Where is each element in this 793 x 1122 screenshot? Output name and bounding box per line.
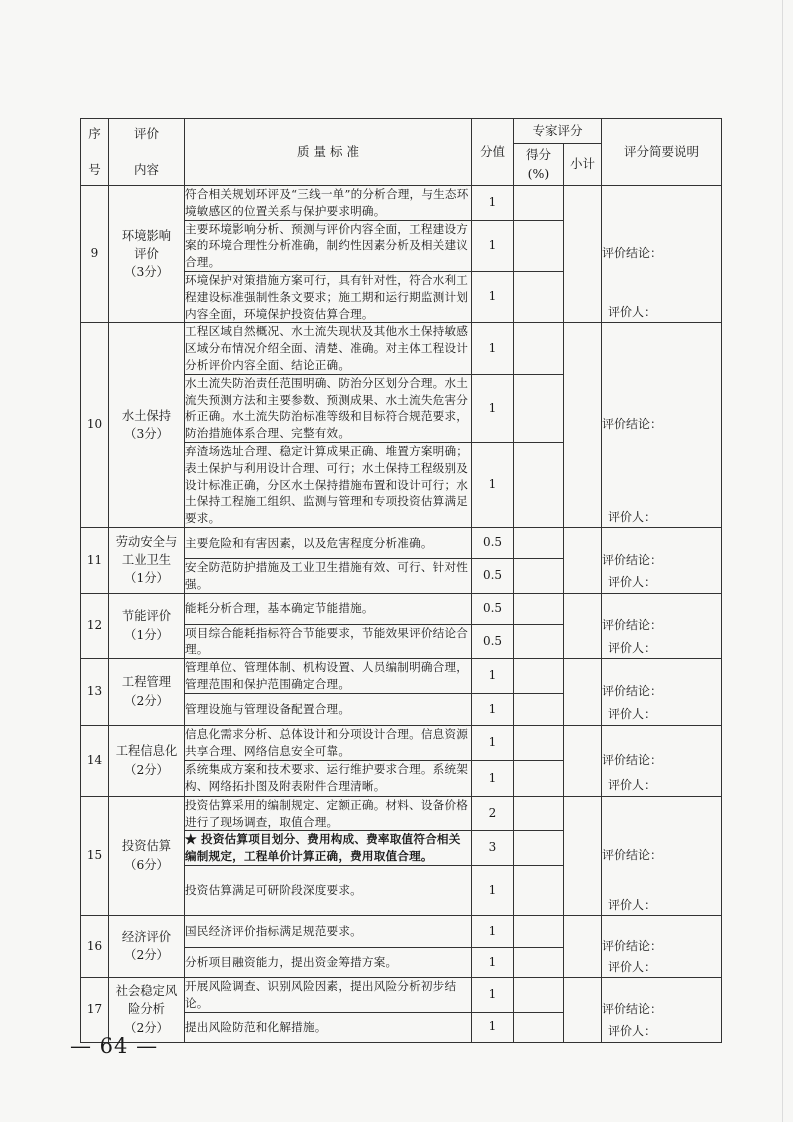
- standard-cell: 弃渣场选址合理、稳定计算成果正确、堆置方案明确；表土保护与利用设计合理、可行；水土保持工程级别及设计标准正确，分区水土保持措施布置和设计可行；水土保持工程施工组织、监测与管理和专项投资估算满足要求。: [185, 442, 472, 527]
- got-score-input-cell[interactable]: [514, 442, 564, 527]
- table-row: [81, 323, 722, 374]
- subtotal-input-cell[interactable]: [564, 915, 602, 977]
- score-value-cell: 1: [472, 220, 514, 271]
- remark-evaluator-label: 评价人：: [608, 1024, 657, 1039]
- got-score-input-cell[interactable]: [514, 1012, 564, 1042]
- got-score-input-cell[interactable]: [514, 977, 564, 1012]
- content-cell: [109, 527, 185, 593]
- evaluation-table: [80, 118, 722, 1043]
- seq-cell: 16: [81, 915, 109, 977]
- standard-cell: 管理单位、管理体制、机构设置、人员编制明确合理，管理范围和保护范围确定合理。: [185, 659, 472, 694]
- remark-conclusion-label: 评价结论：: [602, 848, 663, 863]
- content-line: 工程信息化: [115, 744, 178, 759]
- header-expert-score: 专家评分: [514, 119, 602, 144]
- content-cell: [109, 725, 185, 796]
- header-subtotal: 小计: [564, 144, 602, 186]
- remark-conclusion-label: 评价结论：: [602, 753, 663, 768]
- standard-cell: ★ 投资估算项目划分、费用构成、费率取值符合相关编制规定，工程单价计算正确，费用取值合理。: [185, 831, 472, 866]
- content-cell: [109, 593, 185, 659]
- seq-cell: 15: [81, 796, 109, 915]
- content-line: 经济评价: [121, 929, 172, 944]
- table-row: [81, 593, 722, 624]
- standard-cell: 符合相关规划环评及“三线一单”的分析合理，与生态环境敏感区的位置关系与保护要求明确。: [185, 186, 472, 221]
- table-row: [81, 527, 722, 558]
- content-cell: [109, 796, 185, 915]
- content-line: 节能评价: [121, 609, 172, 624]
- standard-cell: 信息化需求分析、总体设计和分项设计合理。信息资源共享合理、网络信息安全可靠。: [185, 725, 472, 760]
- standard-cell: 环境保护对策措施方案可行，具有针对性，符合水利工程建设标准强制性条文要求；施工期和运行期监测计划内容全面，环境保护投资估算合理。: [185, 271, 472, 322]
- seq-cell: 14: [81, 725, 109, 796]
- content-line: （2分）: [124, 948, 169, 963]
- remark-cell[interactable]: [602, 527, 722, 593]
- remark-cell[interactable]: [602, 323, 722, 528]
- content-line: 评价: [134, 246, 159, 261]
- standard-cell: 安全防范防护措施及工业卫生措施有效、可行、针对性强。: [185, 558, 472, 593]
- score-value-cell: 1: [472, 659, 514, 694]
- seq-cell: 11: [81, 527, 109, 593]
- standard-cell: 国民经济评价指标满足规范要求。: [185, 915, 472, 947]
- score-value-cell: 1: [472, 442, 514, 527]
- score-value-cell: 0.5: [472, 558, 514, 593]
- score-value-cell: 1: [472, 323, 514, 374]
- standard-cell: 提出风险防范和化解措施。: [185, 1012, 472, 1042]
- content-line: 水土保持: [121, 408, 172, 423]
- got-score-input-cell[interactable]: [514, 947, 564, 977]
- table-row: [81, 915, 722, 947]
- standard-cell: 主要危险和有害因素，以及危害程度分析准确。: [185, 527, 472, 558]
- header-score-value: 分值: [472, 119, 514, 186]
- score-value-cell: 0.5: [472, 527, 514, 558]
- remark-evaluator-label: 评价人：: [608, 304, 657, 319]
- score-value-cell: 1: [472, 947, 514, 977]
- remark-cell[interactable]: [602, 977, 722, 1042]
- remark-evaluator-label: 评价人：: [608, 509, 657, 524]
- standard-cell: 投资估算采用的编制规定、定额正确。材料、设备价格进行了现场调查，取值合理。: [185, 796, 472, 831]
- score-value-cell: 2: [472, 796, 514, 831]
- remark-conclusion-label: 评价结论：: [602, 938, 663, 953]
- remark-evaluator-label: 评价人：: [608, 897, 657, 912]
- content-cell: [109, 659, 185, 726]
- page-number: — 64 —: [70, 1034, 159, 1058]
- subtotal-input-cell[interactable]: [564, 977, 602, 1042]
- remark-conclusion-label: 评价结论：: [602, 618, 663, 633]
- subtotal-input-cell[interactable]: [564, 323, 602, 528]
- standard-cell: 管理设施与管理设备配置合理。: [185, 693, 472, 725]
- score-value-cell: 1: [472, 186, 514, 221]
- got-score-input-cell[interactable]: [514, 659, 564, 694]
- got-score-input-cell[interactable]: [514, 693, 564, 725]
- remark-evaluator-label: 评价人：: [608, 575, 657, 590]
- remark-cell[interactable]: [602, 915, 722, 977]
- content-cell: [109, 323, 185, 528]
- content-line: 劳动安全与: [115, 534, 178, 549]
- got-score-input-cell[interactable]: [514, 725, 564, 760]
- subtotal-input-cell[interactable]: [564, 186, 602, 323]
- seq-cell: 9: [81, 186, 109, 323]
- header-content: 评价 内容: [109, 119, 185, 186]
- table-row: [81, 186, 722, 221]
- remark-conclusion-label: 评价结论：: [602, 552, 663, 567]
- standard-cell: 水土流失防治责任范围明确、防治分区划分合理。水土流失预测方法和主要参数、预测成果、水土流失危害分析正确。水土流失防治标准等级和目标符合规范要求，防治措施体系合理、完整有效。: [185, 374, 472, 442]
- remark-cell[interactable]: [602, 725, 722, 796]
- score-value-cell: 1: [472, 977, 514, 1012]
- content-cell: [109, 915, 185, 977]
- standard-cell: 系统集成方案和技术要求、运行维护要求合理。系统架构、网络拓扑图及附表附件合理清晰。: [185, 760, 472, 796]
- standard-cell: 能耗分析合理，基本确定节能措施。: [185, 593, 472, 624]
- got-score-input-cell[interactable]: [514, 271, 564, 322]
- score-value-cell: 1: [472, 915, 514, 947]
- got-score-input-cell[interactable]: [514, 624, 564, 659]
- got-score-input-cell[interactable]: [514, 593, 564, 624]
- remark-cell[interactable]: [602, 186, 722, 323]
- content-line: 环境影响: [121, 228, 172, 243]
- content-line: （2分）: [124, 762, 169, 777]
- content-line: （3分）: [124, 265, 169, 280]
- standard-cell: 主要环境影响分析、预测与评价内容全面，工程建设方案的环境合理性分析准确，制约性因素分析及相关建议合理。: [185, 220, 472, 271]
- content-cell: [109, 186, 185, 323]
- subtotal-input-cell[interactable]: [564, 593, 602, 659]
- score-value-cell: 1: [472, 374, 514, 442]
- score-value-cell: 1: [472, 271, 514, 322]
- header-got: 得分 (%): [514, 144, 564, 186]
- remark-evaluator-label: 评价人：: [608, 707, 657, 722]
- header-remark: 评分简要说明: [602, 119, 722, 186]
- seq-cell: 17: [81, 977, 109, 1042]
- content-cell: [109, 977, 185, 1042]
- got-score-input-cell[interactable]: [514, 186, 564, 221]
- remark-cell[interactable]: [602, 593, 722, 659]
- got-score-input-cell[interactable]: [514, 831, 564, 866]
- remark-cell[interactable]: [602, 659, 722, 726]
- seq-cell: 10: [81, 323, 109, 528]
- page-edge: [782, 0, 783, 1122]
- got-score-input-cell[interactable]: [514, 558, 564, 593]
- got-score-input-cell[interactable]: [514, 865, 564, 915]
- header-standard: 质 量 标 准: [185, 119, 472, 186]
- got-score-input-cell[interactable]: [514, 220, 564, 271]
- score-value-cell: 1: [472, 1012, 514, 1042]
- content-line: 投资估算: [121, 839, 172, 854]
- got-score-input-cell[interactable]: [514, 527, 564, 558]
- got-score-input-cell[interactable]: [514, 374, 564, 442]
- standard-cell: 项目综合能耗指标符合节能要求，节能效果评价结论合理。: [185, 624, 472, 659]
- remark-conclusion-label: 评价结论：: [602, 1002, 663, 1016]
- score-value-cell: 1: [472, 693, 514, 725]
- remark-conclusion-label: 评价结论：: [602, 417, 663, 432]
- remark-evaluator-label: 评价人：: [608, 778, 657, 793]
- seq-cell: 13: [81, 659, 109, 726]
- table-row: [81, 977, 722, 1012]
- table-row: [81, 659, 722, 694]
- content-line: （2分）: [124, 1020, 169, 1035]
- subtotal-input-cell[interactable]: [564, 725, 602, 796]
- standard-cell: 投资估算满足可研阶段深度要求。: [185, 865, 472, 915]
- score-value-cell: 1: [472, 865, 514, 915]
- content-line: 工程管理: [121, 675, 172, 690]
- content-line: 社会稳定风: [115, 984, 178, 999]
- content-line: （2分）: [124, 693, 169, 708]
- subtotal-input-cell[interactable]: [564, 527, 602, 593]
- remark-cell[interactable]: [602, 796, 722, 915]
- content-line: （3分）: [124, 427, 169, 442]
- seq-cell: 12: [81, 593, 109, 659]
- score-value-cell: 1: [472, 760, 514, 796]
- remark-conclusion-label: 评价结论：: [602, 246, 663, 261]
- standard-cell: 工程区域自然概况、水土流失现状及其他水土保持敏感区域分布情况介绍全面、清楚、准确。对主体工程设计分析评价内容全面、结论正确。: [185, 323, 472, 374]
- score-value-cell: 0.5: [472, 624, 514, 659]
- score-value-cell: 1: [472, 725, 514, 760]
- standard-cell: 分析项目融资能力，提出资金筹措方案。: [185, 947, 472, 977]
- content-line: 工业卫生: [121, 553, 172, 568]
- table-row: [81, 796, 722, 831]
- content-line: （6分）: [124, 857, 169, 872]
- got-score-input-cell[interactable]: [514, 796, 564, 831]
- got-score-input-cell[interactable]: [514, 915, 564, 947]
- header-seq: 序 号: [81, 119, 109, 186]
- got-score-input-cell[interactable]: [514, 323, 564, 374]
- standard-cell: 开展风险调查、识别风险因素，提出风险分析初步结论。: [185, 977, 472, 1012]
- table-row: [81, 725, 722, 760]
- remark-evaluator-label: 评价人：: [608, 640, 657, 655]
- got-score-input-cell[interactable]: [514, 760, 564, 796]
- subtotal-input-cell[interactable]: [564, 659, 602, 726]
- content-line: （1分）: [124, 571, 169, 586]
- remark-evaluator-label: 评价人：: [608, 959, 657, 974]
- content-line: 险分析: [128, 1002, 165, 1017]
- remark-conclusion-label: 评价结论：: [602, 684, 663, 699]
- score-value-cell: 0.5: [472, 593, 514, 624]
- score-value-cell: 3: [472, 831, 514, 866]
- content-line: （1分）: [124, 627, 169, 642]
- subtotal-input-cell[interactable]: [564, 796, 602, 915]
